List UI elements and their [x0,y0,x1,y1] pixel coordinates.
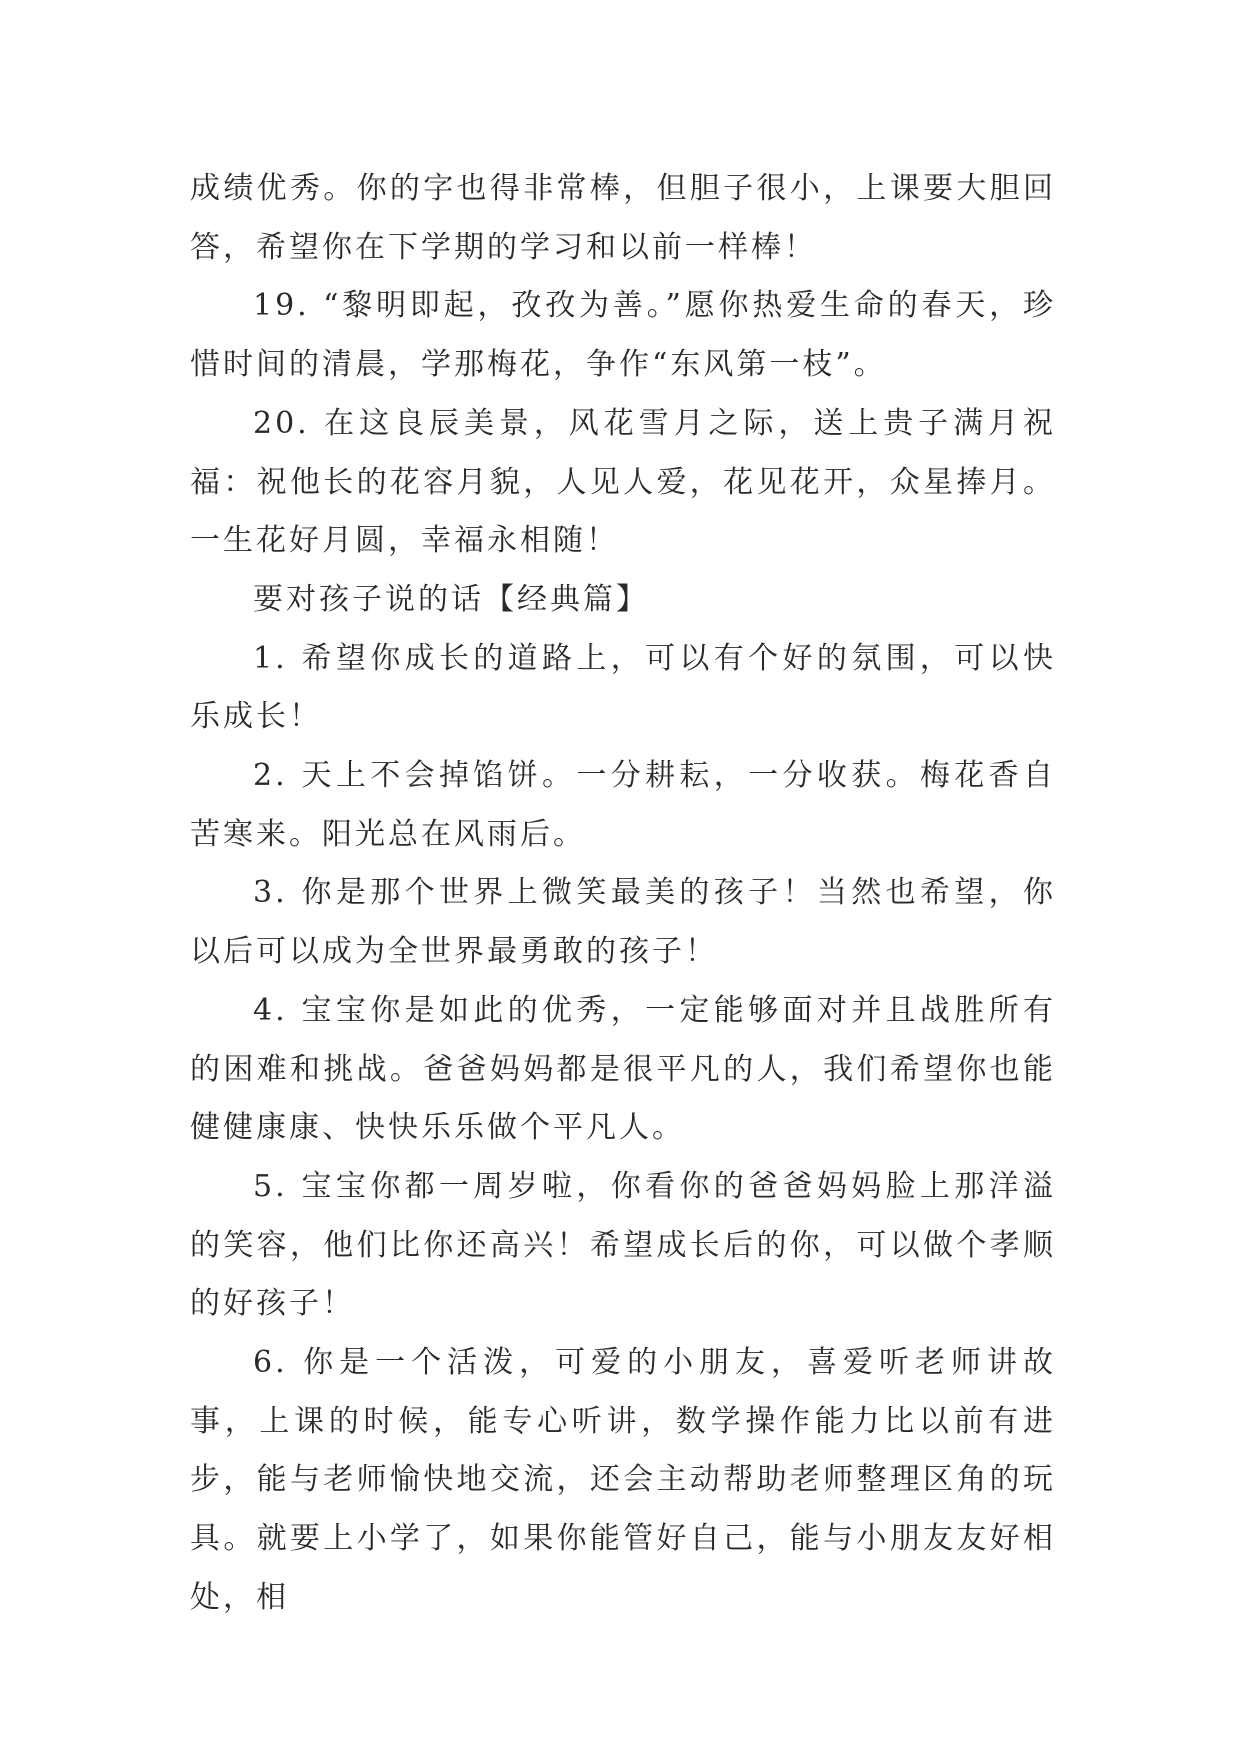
paragraph-8: 4. 宝宝你是如此的优秀，一定能够面对并且战胜所有的困难和挑战。爸爸妈妈都是很平凡的人，我们希望你也能健健康康、快快乐乐做个平凡人。 [190,992,1056,1146]
paragraph-5: 1. 希望你成长的道路上，可以有个好的氛围，可以快乐成长！ [190,640,1056,735]
paragraph-2: 19. “黎明即起，孜孜为善。”愿你热爱生命的春天，珍惜时间的清晨，学那梅花，争作“东风第一枝”。 [190,288,1056,383]
paragraph-9: 5. 宝宝你都一周岁啦，你看你的爸爸妈妈脸上那洋溢的笑容，他们比你还高兴！希望成长后的你，可以做个孝顺的好孩子！ [190,1168,1056,1322]
paragraph-1: 成绩优秀。你的字也得非常棒，但胆子很小，上课要大胆回答，希望你在下学期的学习和以前一样棒！ [190,171,1056,265]
document-page [190,160,1056,1628]
paragraph-6: 2. 天上不会掉馅饼。一分耕耘，一分收获。梅花香自苦寒来。阳光总在风雨后。 [190,758,1056,852]
paragraph-7: 3. 你是那个世界上微笑最美的孩子！当然也希望，你以后可以成为全世界最勇敢的孩子！ [190,875,1056,970]
section-heading: 要对孩子说的话【经典篇】 [253,581,649,617]
paragraph-10: 6. 你是一个活泼，可爱的小朋友，喜爱听老师讲故事，上课的时候，能专心听讲，数学操作能力比以前有进步，能与老师愉快地交流，还会主动帮助老师整理区角的玩具。就要上小学了，如果你能管好自己，能与小朋友友好相处，相 [190,1345,1056,1615]
paragraph-3: 20. 在这良辰美景，风花雪月之际，送上贵子满月祝福：祝他长的花容月貌，人见人爱，花见花开，众星捧月。一生花好月圆，幸福永相随！ [190,405,1056,559]
